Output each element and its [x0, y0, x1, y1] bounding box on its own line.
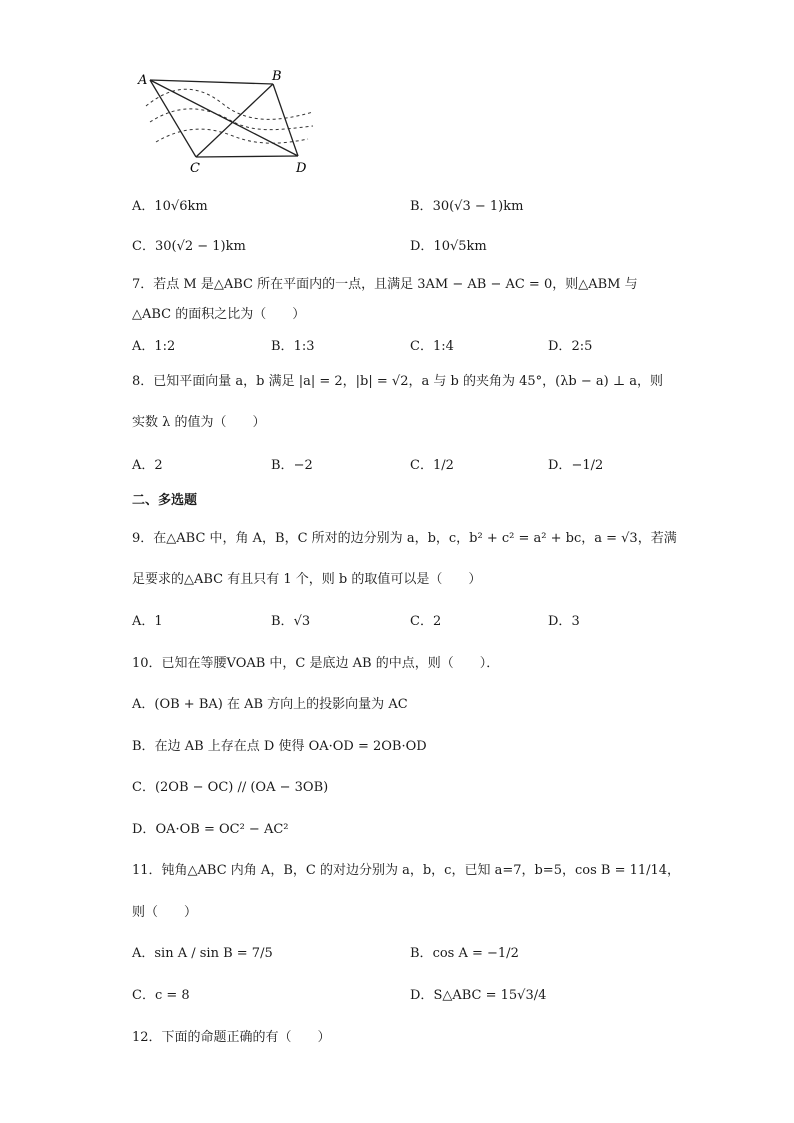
option-text: 3: [571, 614, 580, 629]
option-letter: C．: [132, 988, 155, 1003]
option-letter: D．: [410, 239, 434, 254]
q6-option-a[interactable]: [132, 198, 208, 216]
option-text: cos A = −1/2: [432, 946, 519, 961]
option-letter: B．: [271, 614, 294, 629]
option-letter: D．: [548, 614, 572, 629]
q9-option-c[interactable]: [410, 613, 441, 631]
option-text: (OB + BA) 在 AB 方向上的投影向量为 AC: [154, 697, 408, 712]
option-letter: A．: [132, 199, 155, 214]
q11-option-a[interactable]: [132, 945, 273, 963]
option-text: (2OB − OC) // (OA − 3OB): [154, 780, 329, 795]
option-text: 30(√3 − 1)km: [432, 199, 524, 214]
q7-option-a[interactable]: [132, 338, 175, 356]
q9-stem-line2: 足要求的△ABC 有且只有 1 个，则 b 的取值可以是（ ）: [132, 572, 482, 587]
option-letter: B．: [271, 339, 294, 354]
q7-stem-line1: 7．若点 M 是△ABC 所在平面内的一点，且满足 3AM − AB − AC = 0，则△ABM 与: [132, 277, 638, 292]
option-text: sin A / sin B = 7/5: [154, 946, 273, 961]
q7-option-d[interactable]: [548, 338, 592, 356]
label-a: A: [138, 73, 148, 88]
q10-option-c[interactable]: [132, 779, 328, 797]
option-letter: A．: [132, 614, 155, 629]
option-letter: C．: [132, 239, 155, 254]
q8-stem-line1: 8．已知平面向量 a，b 满足 |a| = 2，|b| = √2，a 与 b 的夹角为 45°，(λb − a) ⊥ a，则: [132, 374, 663, 389]
q9-stem-line1: 9．在△ABC 中，角 A，B，C 所对的边分别为 a，b，c，b² + c² = a² + bc，a = √3，若满: [132, 531, 677, 546]
option-letter: C．: [410, 614, 433, 629]
q7-option-b[interactable]: [271, 338, 314, 356]
q11-stem-line2: 则（ ）: [132, 905, 198, 920]
option-letter: C．: [410, 339, 433, 354]
option-text: S△ABC = 15√3/4: [433, 988, 547, 1003]
option-letter: B．: [410, 199, 433, 214]
option-text: 1:4: [432, 339, 454, 354]
option-letter: C．: [410, 458, 433, 473]
q8-option-d[interactable]: [548, 457, 603, 475]
q6-option-d[interactable]: [410, 238, 487, 256]
option-text: OA·OB = OC² − AC²: [155, 822, 289, 837]
q9-option-d[interactable]: [548, 613, 580, 631]
option-text: 2: [432, 614, 442, 629]
option-letter: D．: [548, 458, 572, 473]
q10-option-a[interactable]: [132, 696, 408, 714]
option-letter: A．: [132, 697, 155, 712]
q11-stem-line1: 11．钝角△ABC 内角 A，B，C 的对边分别为 a，b，c，已知 a=7，b=5，cos B = 11/14，: [132, 863, 681, 878]
option-letter: A．: [132, 458, 155, 473]
q10-option-d[interactable]: [132, 821, 289, 839]
option-text: −2: [293, 458, 313, 473]
q9-option-a[interactable]: [132, 613, 163, 631]
q12-stem-line1: 12．下面的命题正确的有（ ）: [132, 1030, 331, 1045]
q11-option-b[interactable]: [410, 945, 519, 963]
q8-option-b[interactable]: [271, 457, 313, 475]
option-text: 10√5km: [433, 239, 487, 254]
option-letter: D．: [132, 822, 156, 837]
q11-option-c[interactable]: [132, 987, 190, 1005]
label-b: B: [272, 69, 282, 84]
option-text: 2: [154, 458, 163, 473]
q6-option-c[interactable]: [132, 238, 246, 256]
q8-option-a[interactable]: [132, 457, 163, 475]
option-letter: B．: [410, 946, 433, 961]
option-text: c = 8: [154, 988, 190, 1003]
option-text: 在边 AB 上存在点 D 使得 OA·OD = 2OB·OD: [154, 739, 427, 754]
option-text: 10√6km: [154, 199, 208, 214]
q11-option-d[interactable]: [410, 987, 546, 1005]
q8-stem-line2: 实数 λ 的值为（ ）: [132, 415, 266, 430]
q7-option-c[interactable]: [410, 338, 454, 356]
option-letter: D．: [548, 339, 572, 354]
option-text: 1:3: [293, 339, 315, 354]
option-text: 1:2: [154, 339, 176, 354]
option-letter: C．: [132, 780, 155, 795]
q10-stem-line1: 10．已知在等腰VOAB 中，C 是底边 AB 的中点，则（ ）．: [132, 656, 500, 671]
option-text: 1/2: [432, 458, 454, 473]
q9-option-b[interactable]: [271, 613, 310, 631]
option-text: 30(√2 − 1)km: [154, 239, 246, 254]
label-d: D: [296, 161, 307, 176]
option-letter: A．: [132, 946, 155, 961]
option-letter: B．: [271, 458, 294, 473]
q7-stem-line2: △ABC 的面积之比为（ ）: [132, 307, 306, 322]
option-letter: B．: [132, 739, 155, 754]
option-text: −1/2: [571, 458, 604, 473]
option-text: 2:5: [571, 339, 593, 354]
river-crossing-figure: [128, 64, 328, 179]
q6-option-b[interactable]: [410, 198, 523, 216]
option-letter: A．: [132, 339, 155, 354]
option-letter: D．: [410, 988, 434, 1003]
label-c: C: [190, 161, 200, 176]
option-text: √3: [293, 614, 311, 629]
q8-option-c[interactable]: [410, 457, 454, 475]
option-text: 1: [154, 614, 163, 629]
section-heading: 二、多选题: [132, 493, 198, 508]
q10-option-b[interactable]: [132, 738, 427, 756]
